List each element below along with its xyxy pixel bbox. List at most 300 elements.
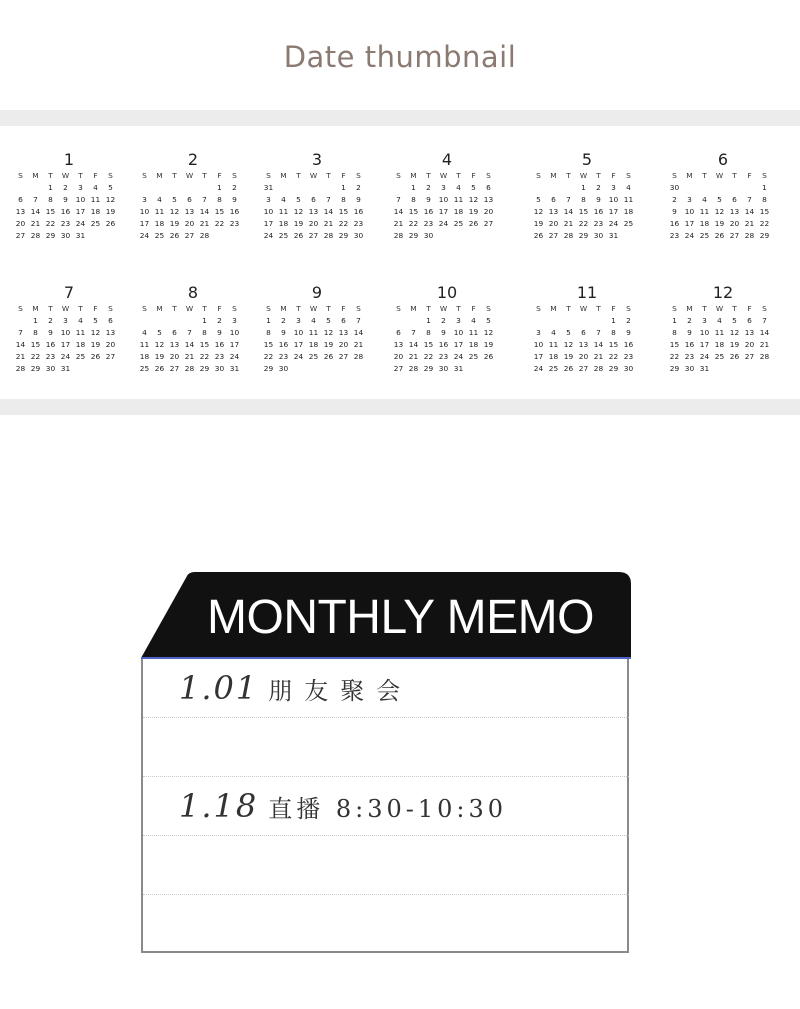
weekday-header: T — [456, 171, 461, 180]
day-cell: 7 — [187, 328, 192, 337]
day-cell: 2 — [48, 316, 53, 325]
day-cell: 19 — [729, 340, 740, 349]
day-cell: 17 — [533, 352, 544, 361]
day-cell: 26 — [729, 352, 740, 361]
weekday-header: S — [142, 171, 147, 180]
day-cell: 9 — [672, 207, 677, 216]
day-cell: 13 — [744, 328, 755, 337]
day-cell: 30 — [45, 364, 56, 373]
day-cell — [727, 182, 742, 194]
day-cell: 25 — [154, 231, 165, 240]
weekday-header: W — [309, 304, 318, 313]
day-cell — [481, 230, 496, 242]
day-cell: 9 — [596, 195, 601, 204]
day-cell: 28 — [744, 231, 755, 240]
day-cell — [13, 315, 28, 327]
day-cell — [88, 363, 103, 375]
day-cell: 30 — [684, 364, 695, 373]
day-cell — [621, 230, 636, 242]
page-title: Date thumbnail — [283, 40, 517, 74]
day-cell: 17 — [608, 207, 619, 216]
memo-line-2[interactable] — [143, 718, 629, 777]
day-cell: 6 — [172, 328, 177, 337]
calendar-month-6 — [667, 150, 779, 242]
day-cell: 27 — [169, 364, 180, 373]
weekday-header: M — [280, 171, 287, 180]
day-cell — [321, 363, 336, 375]
day-cell — [391, 182, 406, 194]
day-cell: 26 — [468, 219, 479, 228]
day-cell: 21 — [563, 219, 574, 228]
day-cell: 13 — [578, 340, 589, 349]
day-cell: 25 — [139, 364, 150, 373]
day-cell: 2 — [63, 183, 68, 192]
day-cell: 9 — [63, 195, 68, 204]
day-cell: 12 — [468, 195, 479, 204]
day-cell: 1 — [426, 316, 431, 325]
calendar-month-12 — [667, 283, 779, 375]
memo-entry — [179, 669, 412, 707]
day-cell — [546, 315, 561, 327]
day-cell — [227, 230, 242, 242]
day-cell: 11 — [453, 195, 464, 204]
weekday-header: W — [309, 171, 318, 180]
day-cell: 17 — [453, 340, 464, 349]
day-cell: 12 — [105, 195, 116, 204]
day-cell: 3 — [232, 316, 237, 325]
weekday-header: S — [672, 171, 677, 180]
day-cell: 29 — [408, 231, 419, 240]
day-cell: 21 — [593, 352, 604, 361]
day-cell: 18 — [308, 340, 319, 349]
day-cell: 16 — [669, 219, 680, 228]
day-cell: 30 — [438, 364, 449, 373]
day-cell: 10 — [699, 328, 710, 337]
day-cell: 1 — [33, 316, 38, 325]
day-cell: 11 — [139, 340, 150, 349]
day-cell: 27 — [338, 352, 349, 361]
day-cell: 25 — [75, 352, 86, 361]
weekday-header: M — [686, 304, 693, 313]
day-cell: 16 — [278, 340, 289, 349]
day-cell: 11 — [75, 328, 86, 337]
weekday-header: S — [266, 171, 271, 180]
day-cell: 18 — [623, 207, 634, 216]
day-cell: 11 — [699, 207, 710, 216]
day-cell: 3 — [142, 195, 147, 204]
memo-header — [141, 572, 631, 658]
weekday-header: F — [341, 304, 346, 313]
day-cell: 21 — [744, 219, 755, 228]
calendar-month-3 — [261, 150, 373, 242]
calendar-month-7 — [13, 283, 125, 375]
day-cell: 7 — [411, 328, 416, 337]
month-label: 8 — [187, 283, 199, 302]
day-cell: 27 — [15, 231, 26, 240]
day-cell — [306, 363, 321, 375]
weekday-header: S — [486, 171, 491, 180]
day-cell: 18 — [139, 352, 150, 361]
day-cell — [197, 182, 212, 194]
weekday-header: T — [596, 171, 601, 180]
day-cell: 14 — [30, 207, 41, 216]
weekday-header: S — [762, 171, 767, 180]
weekday-header: T — [296, 171, 301, 180]
day-cell: 21 — [759, 340, 770, 349]
day-cell: 20 — [578, 352, 589, 361]
day-cell: 24 — [293, 352, 304, 361]
day-cell: 15 — [338, 207, 349, 216]
day-cell: 19 — [714, 219, 725, 228]
day-cell: 23 — [669, 231, 680, 240]
day-cell: 10 — [453, 328, 464, 337]
day-cell: 7 — [596, 328, 601, 337]
day-cell: 24 — [75, 219, 86, 228]
day-cell: 11 — [308, 328, 319, 337]
weekday-header: F — [471, 171, 476, 180]
day-cell: 24 — [699, 352, 710, 361]
day-cell: 25 — [699, 231, 710, 240]
weekday-header: S — [232, 304, 237, 313]
weekday-header: F — [611, 171, 616, 180]
day-cell: 20 — [729, 219, 740, 228]
weekday-header: M — [156, 171, 163, 180]
day-cell: 14 — [593, 340, 604, 349]
day-cell: 16 — [214, 340, 225, 349]
day-cell — [742, 363, 757, 375]
day-cell: 6 — [341, 316, 346, 325]
memo-line-4[interactable] — [143, 836, 629, 895]
day-cell: 5 — [296, 195, 301, 204]
memo-title: MONTHLY MEMO — [207, 591, 594, 644]
day-cell: 16 — [353, 207, 364, 216]
day-cell: 26 — [169, 231, 180, 240]
day-cell: 14 — [744, 207, 755, 216]
day-cell: 9 — [281, 328, 286, 337]
day-cell: 21 — [15, 352, 26, 361]
weekday-header: M — [32, 171, 39, 180]
weekday-header: W — [439, 171, 448, 180]
day-cell: 20 — [548, 219, 559, 228]
day-cell: 19 — [533, 219, 544, 228]
day-cell — [351, 363, 366, 375]
day-cell: 20 — [338, 340, 349, 349]
day-cell: 7 — [326, 195, 331, 204]
day-cell: 2 — [596, 183, 601, 192]
day-cell: 2 — [232, 183, 237, 192]
day-cell: 4 — [456, 183, 461, 192]
day-cell: 30 — [214, 364, 225, 373]
day-cell — [182, 182, 197, 194]
day-cell: 24 — [438, 219, 449, 228]
day-cell: 30 — [278, 364, 289, 373]
day-cell: 7 — [566, 195, 571, 204]
day-cell — [466, 230, 481, 242]
day-cell: 23 — [214, 352, 225, 361]
memo-entry-date: 1.01 — [179, 669, 259, 707]
day-cell: 17 — [60, 340, 71, 349]
day-cell: 12 — [169, 207, 180, 216]
day-cell: 8 — [217, 195, 222, 204]
day-cell: 10 — [75, 195, 86, 204]
day-cell: 13 — [548, 207, 559, 216]
day-cell: 18 — [90, 207, 101, 216]
day-cell: 1 — [217, 183, 222, 192]
weekday-header: F — [341, 171, 346, 180]
weekday-header: M — [156, 304, 163, 313]
day-cell: 27 — [744, 352, 755, 361]
weekday-header: T — [78, 304, 83, 313]
day-cell: 20 — [169, 352, 180, 361]
weekday-header: S — [396, 304, 401, 313]
weekday-header: F — [611, 304, 616, 313]
day-cell: 1 — [266, 316, 271, 325]
day-cell: 19 — [169, 219, 180, 228]
month-grid — [531, 303, 643, 375]
day-cell: 1 — [202, 316, 207, 325]
day-cell — [591, 315, 606, 327]
day-cell: 6 — [108, 316, 113, 325]
month-grid — [391, 170, 503, 242]
day-cell: 17 — [229, 340, 240, 349]
day-cell: 31 — [60, 364, 71, 373]
day-cell: 29 — [263, 364, 274, 373]
day-cell: 5 — [326, 316, 331, 325]
day-cell: 14 — [353, 328, 364, 337]
day-cell: 22 — [214, 219, 225, 228]
day-cell: 6 — [486, 183, 491, 192]
day-cell: 8 — [581, 195, 586, 204]
month-label: 2 — [187, 150, 199, 169]
day-cell: 12 — [533, 207, 544, 216]
day-cell: 4 — [157, 195, 162, 204]
day-cell: 31 — [263, 183, 274, 192]
month-label: 3 — [311, 150, 323, 169]
weekday-header: S — [486, 304, 491, 313]
day-cell: 1 — [762, 183, 767, 192]
day-cell: 31 — [608, 231, 619, 240]
day-cell: 13 — [105, 328, 116, 337]
day-cell: 12 — [563, 340, 574, 349]
day-cell: 27 — [578, 364, 589, 373]
month-label: 1 — [63, 150, 75, 169]
day-cell: 9 — [426, 195, 431, 204]
memo-line-1[interactable] — [143, 659, 629, 718]
day-cell — [306, 182, 321, 194]
day-cell: 5 — [536, 195, 541, 204]
day-cell: 28 — [199, 231, 210, 240]
day-cell: 4 — [702, 195, 707, 204]
day-cell: 18 — [75, 340, 86, 349]
weekday-header: M — [280, 304, 287, 313]
day-cell — [531, 182, 546, 194]
day-cell: 30 — [623, 364, 634, 373]
memo-entry-text: 朋友聚会 — [268, 677, 413, 705]
day-cell: 18 — [548, 352, 559, 361]
day-cell: 21 — [199, 219, 210, 228]
day-cell: 25 — [453, 219, 464, 228]
day-cell: 1 — [672, 316, 677, 325]
day-cell: 21 — [393, 219, 404, 228]
day-cell: 18 — [699, 219, 710, 228]
month-label: 6 — [717, 150, 729, 169]
month-label: 7 — [63, 283, 75, 302]
calendar-month-2 — [137, 150, 249, 242]
weekday-header: W — [715, 304, 724, 313]
day-cell: 3 — [611, 183, 616, 192]
weekday-header: S — [108, 171, 113, 180]
day-cell: 1 — [48, 183, 53, 192]
day-cell: 11 — [90, 195, 101, 204]
day-cell: 26 — [293, 231, 304, 240]
day-cell: 23 — [684, 352, 695, 361]
weekday-header: T — [426, 171, 431, 180]
weekday-header: M — [550, 171, 557, 180]
day-cell: 14 — [199, 207, 210, 216]
day-cell: 19 — [483, 340, 494, 349]
month-grid — [13, 170, 125, 242]
day-cell — [152, 315, 167, 327]
year-calendar — [0, 126, 800, 399]
day-cell: 4 — [142, 328, 147, 337]
weekday-header: W — [579, 304, 588, 313]
day-cell: 6 — [732, 195, 737, 204]
day-cell: 19 — [468, 207, 479, 216]
day-cell: 29 — [608, 364, 619, 373]
day-cell: 24 — [263, 231, 274, 240]
day-cell — [276, 182, 291, 194]
day-cell: 1 — [411, 183, 416, 192]
day-cell: 26 — [90, 352, 101, 361]
day-cell: 11 — [623, 195, 634, 204]
day-cell: 17 — [438, 207, 449, 216]
day-cell — [103, 363, 118, 375]
weekday-header: F — [217, 304, 222, 313]
day-cell: 2 — [672, 195, 677, 204]
day-cell — [451, 230, 466, 242]
day-cell: 2 — [356, 183, 361, 192]
day-cell: 8 — [611, 328, 616, 337]
day-cell: 24 — [453, 352, 464, 361]
calendar-month-9 — [261, 283, 373, 375]
day-cell: 25 — [308, 352, 319, 361]
day-cell: 22 — [408, 219, 419, 228]
day-cell: 25 — [90, 219, 101, 228]
day-cell: 10 — [293, 328, 304, 337]
weekday-header: T — [326, 304, 331, 313]
weekday-header: W — [579, 171, 588, 180]
day-cell: 31 — [453, 364, 464, 373]
day-cell: 8 — [411, 195, 416, 204]
day-cell: 14 — [323, 207, 334, 216]
day-cell: 4 — [551, 328, 556, 337]
weekday-header: T — [702, 171, 707, 180]
weekday-header: T — [78, 171, 83, 180]
day-cell: 6 — [18, 195, 23, 204]
month-grid — [137, 170, 249, 242]
day-cell: 12 — [323, 328, 334, 337]
weekday-header: W — [185, 304, 194, 313]
day-cell: 26 — [483, 352, 494, 361]
weekday-header: M — [686, 171, 693, 180]
day-cell — [182, 315, 197, 327]
weekday-header: T — [172, 304, 177, 313]
day-cell — [561, 182, 576, 194]
day-cell — [727, 363, 742, 375]
memo-line-5[interactable] — [143, 895, 629, 954]
day-cell: 5 — [717, 195, 722, 204]
day-cell: 15 — [423, 340, 434, 349]
day-cell: 31 — [229, 364, 240, 373]
day-cell: 22 — [669, 352, 680, 361]
day-cell: 3 — [296, 316, 301, 325]
day-cell: 12 — [154, 340, 165, 349]
memo-line-3[interactable] — [143, 777, 629, 836]
weekday-header: S — [356, 304, 361, 313]
day-cell: 17 — [139, 219, 150, 228]
month-grid — [667, 303, 779, 375]
day-cell: 14 — [759, 328, 770, 337]
day-cell: 9 — [217, 328, 222, 337]
day-cell: 22 — [338, 219, 349, 228]
day-cell: 23 — [623, 352, 634, 361]
weekday-header: W — [715, 171, 724, 180]
day-cell: 28 — [15, 364, 26, 373]
month-grid — [13, 303, 125, 375]
day-cell: 27 — [105, 352, 116, 361]
day-cell — [167, 315, 182, 327]
day-cell: 10 — [229, 328, 240, 337]
top-divider-band — [0, 110, 800, 126]
weekday-header: F — [93, 171, 98, 180]
day-cell: 11 — [468, 328, 479, 337]
day-cell: 17 — [263, 219, 274, 228]
day-cell: 1 — [341, 183, 346, 192]
day-cell: 30 — [593, 231, 604, 240]
day-cell — [291, 182, 306, 194]
day-cell: 2 — [441, 316, 446, 325]
day-cell: 7 — [747, 195, 752, 204]
day-cell — [576, 315, 591, 327]
day-cell — [466, 363, 481, 375]
day-cell — [212, 230, 227, 242]
day-cell: 14 — [563, 207, 574, 216]
weekday-header: T — [732, 304, 737, 313]
day-cell: 28 — [353, 352, 364, 361]
day-cell: 10 — [533, 340, 544, 349]
month-label: 9 — [311, 283, 323, 302]
day-cell: 12 — [293, 207, 304, 216]
day-cell — [682, 182, 697, 194]
weekday-header: T — [172, 171, 177, 180]
day-cell: 3 — [63, 316, 68, 325]
day-cell: 21 — [184, 352, 195, 361]
day-cell: 9 — [441, 328, 446, 337]
day-cell: 9 — [232, 195, 237, 204]
day-cell: 11 — [548, 340, 559, 349]
day-cell: 6 — [747, 316, 752, 325]
day-cell: 15 — [263, 340, 274, 349]
day-cell: 17 — [75, 207, 86, 216]
weekday-header: S — [626, 171, 631, 180]
day-cell: 29 — [338, 231, 349, 240]
day-cell: 11 — [154, 207, 165, 216]
day-cell: 2 — [281, 316, 286, 325]
day-cell: 24 — [533, 364, 544, 373]
month-grid — [261, 303, 373, 375]
day-cell: 15 — [759, 207, 770, 216]
day-cell: 8 — [426, 328, 431, 337]
